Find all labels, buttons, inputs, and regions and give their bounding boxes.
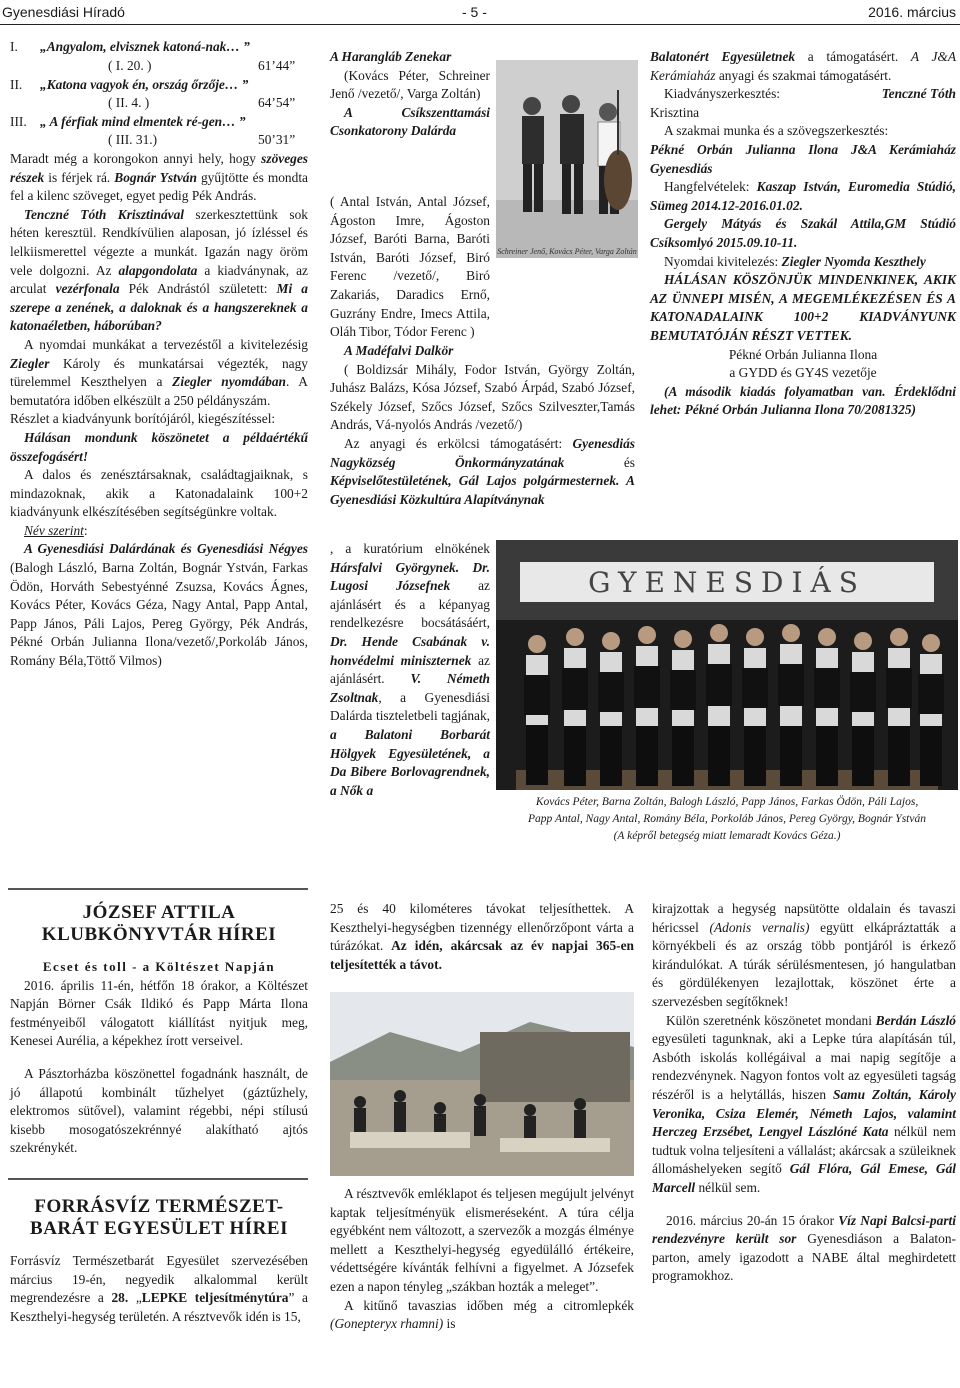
hike-report: 25 és 40 kilométeres távokat teljesíthettek. A Keszthelyi-hegységben tizennégy ellenőrzőpont várta a túrázókat. Az idén, akárcsak az év napjai 365-en teljesítették a távot. bbox=[330, 901, 634, 972]
paragraph: A dalos és zenésztársaknak, családtagjaiknak, s mindazoknak, akik a Katonadalaink 100+2 kiadványunk elkészítésében segítségünkre voltak. bbox=[10, 467, 308, 520]
paragraph: A nyomdai munkákat a tervezéstől a kivitelezésig Ziegler Károly és munkatársai végezték, nagy türelemmel Keszthelyen a Ziegler nyomdában. A bemutatóra időben elkészült a 250 példányszám. bbox=[10, 336, 308, 408]
band-photo-caption: Schreiner Jenő, Kovács Péter, Varga Zoltán bbox=[497, 247, 637, 256]
hike-report-2: A résztvevők emléklapot és teljesen megújult jelvényt kaptak teljesítményük elismeréseként. A túra célja egyébként nem változott, a szervezők a mozgás élménye mellett a Keszthelyi-hegység egyedülálló értékeire, védettségére kívánták felhívni a figyelmet. A Józsefek ezen a napon tényleg „szákban hozták a meleget”. A kitűnő tavaszias időben még a citromlepkék (Gonepteryx rhamni) is bbox=[330, 1186, 634, 1332]
column-2-text bbox=[330, 193, 635, 340]
issue-date: 2016. március bbox=[868, 4, 956, 20]
section-rule bbox=[8, 888, 308, 890]
nature-club-title: FORRÁSVÍZ TERMÉSZET- BARÁT EGYESÜLET HÍREI bbox=[30, 1195, 288, 1239]
paragraph: A Gyenesdiási Dalárdának és Gyenesdiási Négyes (Balogh László, Barna Zoltán, Bognár Ystván, Farkas Ödön, Horváth Sebestyénné Zsuzsa, Kovács Ágnes, Kovács Péter, Kovács Géza, Nagy Antal, Papp Antal, Papp János, Páli Lajos, Pereg György, Pék András, Pékné Orbán Julianna Ilona/vezető/,Porkoláb János, Romány Béla,Töttő Vilmos) bbox=[10, 541, 308, 669]
column-2-top: A Harangláb Zenekar (Kovács Péter, Schreiner Jenő /vezető/, Varga Zoltán) A Csíkszenttamási Csonkatorony Dalárda bbox=[330, 49, 490, 139]
paragraph: Név szerint: bbox=[24, 522, 88, 538]
publication-name: Gyenesdiási Híradó bbox=[2, 4, 125, 20]
paragraph: Maradt még a korongokon annyi hely, hogy szöveges részek is férjek rá. Bognár Ystván gyűjtötte és mondta fel a kilenc szöveget, egyet pedig Pék András. bbox=[10, 151, 308, 204]
paragraph: Tenczné Tóth Krisztinával szerkesztettünk sok héten keresztül. Rendkívülien alaposan, jó ízléssel és lelkiismerettel végezte a munkát. Igazán nagy öröm vele dolgozni. Az alapgondolata a kiadványnak, az arculat vezérfonala Pék Andrástól született: Mi a szerepe a zenének, a daloknak és a hangszereknek a katonaéletben, háborúban? bbox=[10, 206, 308, 334]
library-subtitle: Ecset és toll - a Költészet Napján bbox=[42, 959, 276, 974]
library-news: JÓZSEF ATTILA KLUBKÖNYVTÁR HÍREI Ecset és toll - a Költészet Napján 2016. április 11-én, hétfőn 18 órakor, a Költészet Napján Börner Csák Ildikó és Papp Márta Ilona festményeiből válogatott kiállítást nyitjuk meg, Kenesei Aurélia, a képekhez írott verseivel. A Pásztorházba köszönettel fogadnánk használt, de jó állapotú kombinált tűzhelyet (gáztűzhely, elektromos sütővel), valamint régebbi, népi stílusú kisebb mosogatószekrénnyé alakítható ajtós szekrénykét. FORRÁSVÍZ TERMÉSZET- BARÁT EGYESÜLET HÍREI Forrásvíz Természetbarát Egyesület szervezésében március 19-én, negyedik alkalommal került megrendezésre a 28. „LEPKE teljesítménytúra” a Keszthelyi-hegység területén. A résztvevők idén is 15, bbox=[10, 902, 308, 1324]
column-3: Balatonért Egyesületnek a támogatásért. A J&A Kerámiaház anyagi és szakmai támogatásért. Kiadványszerkesztés: Tenczné Tóth Krisztina A szakmai munka és a szövegszerkesztés: Pékné Orbán Julianna Ilona J&A Kerámiaház Gyenesdiás Hangfelvételek: Kaszap István, Euromedia Stúdió, Sümeg 2014.12-2016.01.02. Gergely Mátyás és Szakál Attila,GM Stúdió Csíksomlyó 2015.09.10-11. Nyomdai kivitelezés: Ziegler Nyomda Keszthely HÁLÁSAN KÖSZÖNJÜK MINDENKINEK, AKIK AZ ÜNNEPI MISÉN, A MEGEMLÉKEZÉSEN ÉS A KATONADALAINK 100+2 KIADVÁNYUNK BEMUTATÓJÁN RÉSZT VETTEK. Pékné Orbán Julianna Ilona a GYDD és GY4S vezetője (A második kiadás folyamatban van. Érdeklődni lehet: Pékné Orbán Julianna Ilona 70/2081325) bbox=[650, 49, 956, 418]
column-2-wide: A Madéfalvi Dalkör ( Boldizsár Mihály, Fodor István, György Zoltán, Juhász Balázs, Kósa József, Szabó Árpád, Szabó József, Székely József, Szőcs József, Szőcs Szilveszter,Tamás András, Vá-nyolós András /vezető/) Az anyagi és erkölcsi támogatásért: Gyenesdiás Nagyközség Önkormányzatának és Képviselőtestületének, Gál Lajos polgármesternek. A Gyenesdiási Közkultúra Alapítványnak bbox=[330, 342, 635, 509]
paragraph: Az anyagi és erkölcsi támogatásért: Gyenesdiás Nagyközség Önkormányzatának és Képviselőtestületének, Gál Lajos polgármesternek. A Gyenesdiási Közkultúra Alapítványnak bbox=[330, 435, 635, 507]
choir-photo-caption: Kovács Péter, Barna Zoltán, Balogh László, Papp János, Farkas Ödön, Páli Lajos, Papp Antal, Nagy Antal, Romány Béla, Porkoláb János, Pereg György, Bognár Ystván (A képről betegség miatt lemaradt Kovács Géza.) bbox=[528, 796, 926, 842]
track-1: I. „Angyalom, elvisznek katoná-nak… ” ( I. 20. ) 61’44” bbox=[10, 39, 296, 73]
library-title: JÓZSEF ATTILA KLUBKÖNYVTÁR HÍREI bbox=[41, 902, 277, 945]
page-number: - 5 - bbox=[462, 4, 487, 20]
page-header bbox=[0, 0, 960, 26]
stage-banner: GYENESDIÁS bbox=[588, 566, 866, 599]
track-3: III. „ A férfiak mind elmentek ré-gen… ” ( III. 31.) 50’31” bbox=[10, 114, 296, 147]
paragraph: Részlet a kiadványunk borítójáról, kiegészítéssel: bbox=[10, 411, 276, 427]
column-2-narrow: , a kuratórium elnökének Hársfalvi Györgynek. Dr. Lugosi Józsefnek az ajánlásért és a képanyag rendelkezésre bocsátásáért, Dr. Hende Csabának v. honvédelmi miniszternek az ajánlásért. V. Németh Zsoltnak, a Gyenesdiási Dalárda tiszteletbeli tagjának, a Balatoni Borbarát Hölgyek Egyesületének, a Da Bibere Borlovagrendnek, a Nők a bbox=[330, 541, 491, 798]
choir-photo bbox=[496, 540, 958, 852]
thanks-heading: Hálásan mondunk köszönetet a példaértékű összefogásért! bbox=[10, 429, 308, 464]
header-rule bbox=[0, 24, 960, 25]
thanks-caps: HÁLÁSAN KÖSZÖNJÜK MINDENKINEK, AKIK AZ ÜNNEPI MISÉN, A MEGEMLÉKEZÉSEN ÉS A KATONADALAINK 100+2 KIADVÁNYUNK BEMUTATÓJÁN RÉSZT VETTEK. bbox=[650, 272, 956, 343]
hike-photo bbox=[330, 992, 634, 1176]
column-1 bbox=[10, 38, 308, 671]
choir-members: ( Antal István, Antal József, Ágoston Imre, Ágoston József, Baróti Barna, Baróti István, Baróti József, Biró Ferenc /vezető/, Biró Zakariás, Daradics Ernő, Guzrány Endre, Imecs Attila, Oláh Tibor, Tódor Ferenc ) bbox=[330, 194, 490, 340]
track-2: II. „Katona vagyok én, ország őrzője… ” ( II. 4. ) 64’54” bbox=[10, 77, 296, 110]
hike-report-3: kirajzottak a hegység napsütötte oldalain és tavaszi héricssel (Adonis vernalis) együtt elkápráztatták a környékbeli és az ország több pontjáról is érkező kirándulókat. A túrák sérülésmentesen, jó hangulatban és gördülékenyen lezajlottak, köszönet érte a szervezésben segítőknek! Külön szeretnénk köszönetet mondani Berdán László egyesületi tagunknak, aki a Lepke túra alapításán túl, Asbóth iskolás kollégáival a mai napig segítője a rendezvénynek. Nagyon fontos volt az egyesületi tagság részéről is a helytállás, hiszen Samu Zoltán, Károly Veronika, Csiza Elemér, Németh Lajos, valamint Herczeg Erzsébet, Lengyel Lászlóné Kata nélkül nem tudtuk volna teljesíteni a vállalást; akárcsak a szüleiknek állomáshelyeken segítő Gál Flóra, Gál Emese, Gál Marcell nélkül sem. 2016. március 20-án 15 órakor Víz Napi Balcsi-parti rendezvényre került sor Gyenesdiáson a Balaton-parton, amely igazodott a NABE által meghirdetett programokhoz. bbox=[652, 901, 956, 1284]
